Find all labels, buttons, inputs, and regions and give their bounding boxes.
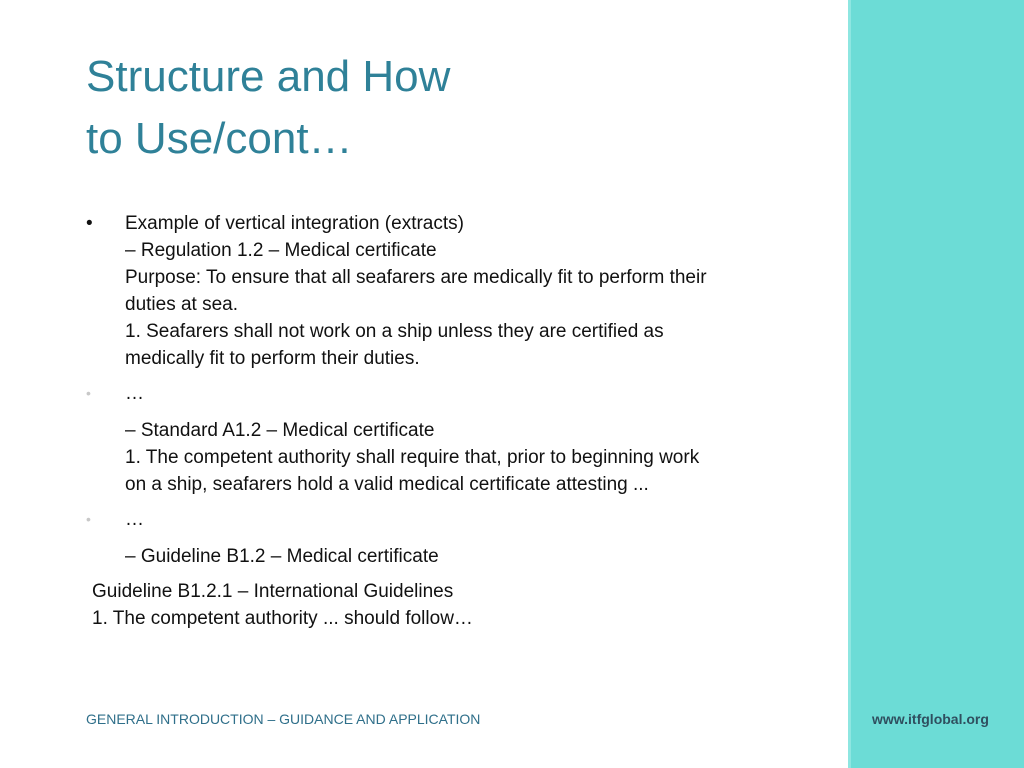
slide-title-line-1: Structure and How xyxy=(86,52,451,101)
slide-title-line-2: to Use/cont… xyxy=(86,114,353,163)
bullet-item-3 xyxy=(86,506,786,533)
guideline-detail-line-2: 1. The competent authority ... should follow… xyxy=(92,608,473,629)
guideline-detail-line-1: Guideline B1.2.1 – International Guidelines xyxy=(92,581,454,602)
bullet-2-line-1: … xyxy=(125,383,144,404)
footer-website-link[interactable]: www.itfglobal.org xyxy=(872,711,989,727)
bullet-icon: • xyxy=(86,385,91,401)
bullet-3-line-1: … xyxy=(125,509,144,530)
guideline-heading-line: – Guideline B1.2 – Medical certificate xyxy=(125,546,439,567)
bullet-1-line-4: duties at sea. xyxy=(125,294,239,315)
guideline-detail-block xyxy=(86,578,786,632)
slide-title xyxy=(86,46,786,170)
standard-line-2: 1. The competent authority shall require that, prior to beginning work xyxy=(125,447,700,468)
bullet-item-1 xyxy=(86,210,786,372)
bullet-item-2 xyxy=(86,380,786,407)
bullet-1-line-6: medically fit to perform their duties. xyxy=(125,348,420,369)
side-accent-band-edge xyxy=(848,0,851,768)
standard-line-3: on a ship, seafarers hold a valid medical certificate attesting ... xyxy=(125,474,649,495)
bullet-1-line-1: Example of vertical integration (extracts) xyxy=(125,213,464,234)
bullet-icon: • xyxy=(86,213,93,234)
footer-section-title: GENERAL INTRODUCTION – GUIDANCE AND APPLICATION xyxy=(86,711,481,727)
bullet-1-line-3: Purpose: To ensure that all seafarers are medically fit to perform their xyxy=(125,267,707,288)
standard-block xyxy=(86,417,786,498)
standard-line-1: – Standard A1.2 – Medical certificate xyxy=(125,420,435,441)
bullet-1-line-2: – Regulation 1.2 – Medical certificate xyxy=(125,240,437,261)
bullet-1-line-5: 1. Seafarers shall not work on a ship unless they are certified as xyxy=(125,321,664,342)
side-accent-band xyxy=(848,0,1024,768)
guideline-heading-block xyxy=(86,543,786,570)
bullet-icon: • xyxy=(86,511,91,527)
slide-body xyxy=(86,210,786,632)
